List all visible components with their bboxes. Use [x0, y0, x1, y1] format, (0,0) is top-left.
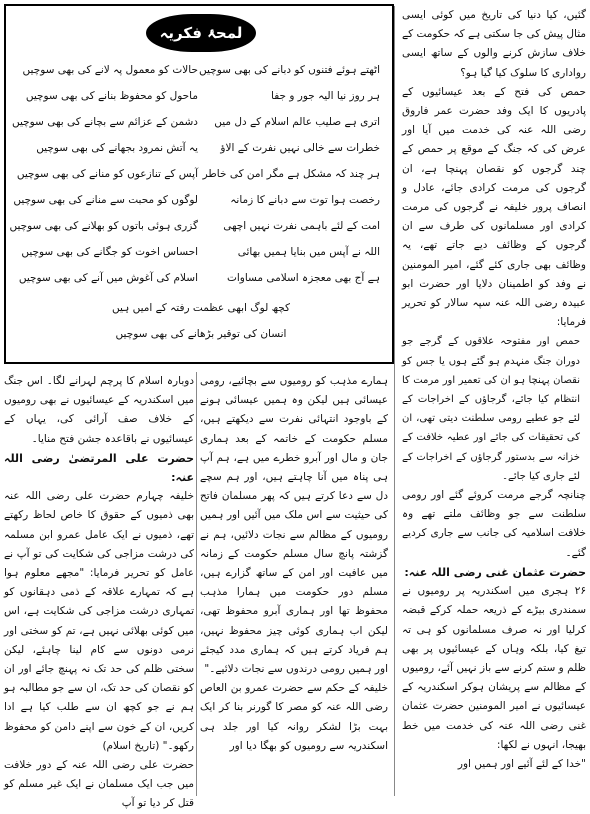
- right-column: [402, 6, 586, 774]
- poem-title: لمحۂ فکریہ: [146, 14, 256, 52]
- middle-column: [200, 372, 388, 756]
- paragraph: چنانچہ گرجے مرمت کروئے گئے اور رومی سلطنت سے جو وظائف ملتے تھے وہ خلافت اسلامیہ کی جانب سے جاری کردیے گئے۔: [402, 489, 586, 559]
- verse-left: دشمن کے عزائم سے بچانے کی بھی سوچیں: [11, 116, 198, 128]
- verse-left: لوگوں کو محبت سے منانے کی بھی سوچیں: [13, 194, 198, 206]
- verse-right: امت کے لئے باہمی نفرت نہیں اچھی: [223, 220, 380, 232]
- paragraph: ہمارے مذہب کو رومیوں سے بچائیے، رومی عیسائی ہیں لیکن وہ ہمیں عیسائی ہونے کے باوجود انتہائی نفرت سے دیکھتے ہیں، مسلم حکومت کے خاتمہ کے بعد ہماری جان و مال اور آبرو خطرے میں ہے، ہم آپ ہی پناہ میں آنا چاہتے ہیں، اور ہم سچے دل سے دعا کرتے ہیں کہ پھر مسلمان فاتح کی حیثیت سے اس ملک میں آئیں اور ہمیں رومیوں کے مظالم سے نجات دلائیں، ہم نے گزشتہ پانچ سال مسلم حکومت کے زمانہ میں عافیت اور امن کے ساتھ گزارے ہیں، مسلم دور حکومت میں ہمارا مذہب محفوظ تھا اور ہماری آبرو محفوظ تھی، لیکن اب ہماری کوئی چیز محفوظ نہیں، ہم فریاد کرتے ہیں کہ ہماری مدد کیجئے اور ہمیں رومی درندوں سے نجات دلائیے۔": [200, 375, 388, 676]
- paragraph: ۲۶ ہجری میں اسکندریہ پر رومیوں نے سمندری بیڑے کے ذریعہ حملہ کرکے قبضہ کرلیا اور نہ صرف مسلمانوں کو ہی تہ تیغ کیا، بلکہ وہاں کے عیسائیوں پر بھی ظلم و ستم کرنے سے باز نہیں آئے، رومیوں کے مظالم سے پریشان ہوکر اسکندریہ کے عیسائیوں نے امیر المومنین حضرت عثمان غنی رضی اللہ عنہ کی خدمت میں خط بھیجا، انہوں نے لکھا:: [402, 585, 586, 751]
- verse-right: اٹھتے ہوئے فتنوں کو دبانے کی بھی سوچیں: [199, 64, 380, 76]
- column-rule: [394, 6, 395, 796]
- poem-box: [4, 4, 394, 364]
- verse-right: خطرات سے خالی نہیں نفرت کے الاؤ: [220, 142, 380, 154]
- paragraph: گئیں، کیا دنیا کی تاریخ میں کوئی ایسی مثال پیش کی جا سکتی ہے کہ حکومت کے خلاف سازش کرنے والوں کے ساتھ ایسی رواداری کا سلوک کیا گیا ہو؟: [401, 9, 586, 79]
- verse-right: ہے آج بھی معجزہ اسلامی مساوات: [226, 272, 380, 284]
- paragraph: خلیفہ کے حکم سے حضرت عمرو بن العاص رضی اللہ عنہ کو مصر کا گورنر بنا کر ایک بہت بڑا لشکر روانہ کیا اور جلد ہی اسکندریہ سے رومیوں کو بھگا دیا اور: [200, 682, 388, 752]
- column-rule: [196, 372, 197, 796]
- verse-left: گزری ہوئی باتوں کو بھلانے کی بھی سوچیں: [9, 220, 198, 232]
- paragraph: حمص کی فتح کے بعد عیسائیوں کے پادریوں کا ایک وفد حضرت عمر فاروق رضی اللہ عنہ کی خدمت میں آیا اور عرض کی کہ جنگ کے موقع پر حمص کے چند گرجوں کو نقصان پہنچا ہے، ان گرجوں کی مرمت کرادی جائے، عادل و انصاف پرور خلیفہ نے گرجوں کی مرمت کرادی اور مسلمانوں کی طرف سے ان گرجوں کے وظائف دیے جاتے تھے، یہ وظائف بھی جاری کئے گئے، امیر المومنین نے وفد کو اطمینان دلایا اور حضرت ابو عبیدہ رضی اللہ عنہ سپہ سالار کو تحریر فرمایا:: [402, 85, 586, 329]
- verse-left: اسلام کی آغوش میں آنے کی بھی سوچیں: [18, 272, 198, 284]
- paragraph: "خدا کے لئے آئیے اور ہمیں اور: [457, 757, 586, 770]
- section-heading: حضرت عثمان غنی رضی اللہ عنہ:: [404, 565, 586, 579]
- verse-right: اتری ہے صلیب عالم اسلام کے دل میں: [214, 116, 380, 128]
- verse-right: ہر چند کہ مشکل ہے مگر امن کی خاطر: [202, 168, 380, 180]
- quote: حمص اور مفتوحہ علاقوں کے گرجے جو دوران جنگ منہدم ہو گئے ہوں یا جس کو نقصان پہنچا ہو ان کی تعمیر اور مرمت کا انتظام کیا جائے، گرجاؤں کے اخراجات کے لئے جو عطیے رومی سلطنت دیتی تھی، ان کی تحقیقات کی جائے اور عطیہ خلافت کے خزانہ سے بدستور گرجاؤں کے اخراجات کے لئے جاری کیا جائے۔: [402, 336, 580, 482]
- verse-left: ماحول کو محفوظ بنانے کی بھی سوچیں: [25, 90, 198, 102]
- paragraph: حضرت علی رضی اللہ عنہ کے دور خلافت میں جب ایک مسلمان نے ایک غیر مسلم کو قتل کر دیا تو آپ: [4, 759, 194, 810]
- section-heading: حضرت علی المرتضیٰ رضی اللہ عنہ:: [4, 451, 194, 485]
- verse-right: رخصت ہوا توت سے دبانے کا زمانہ: [230, 194, 380, 206]
- paragraph: دوبارہ اسلام کا پرچم لہرانے لگا۔ اس جنگ میں اسکندریہ کے عیسائیوں نے بھی رومیوں کے خلاف صف آرائی کی، یہاں کے عیسائیوں نے باقاعدہ جشن فتح منایا۔: [4, 375, 194, 445]
- verse-left: احساس اخوت کو جگانے کی بھی سوچیں: [21, 246, 198, 258]
- verse-left: یہ آتش نمرود بجھانے کی بھی سوچیں: [36, 142, 198, 154]
- verse-right: اللہ نے آپس میں بنایا ہمیں بھائی: [237, 246, 380, 258]
- verse-right: ہر روز نیا الیہ جور و جفا: [271, 90, 380, 102]
- paragraph: خلیفہ چہارم حضرت علی رضی اللہ عنہ بھی ذمیوں کے حقوق کا خاص لحاظ رکھتے تھے، ذمیوں نے ایک عامل عمرو ابن مسلمہ کی درشت مزاجی کی شکایت کی تو آپ نے عامل کو تحریر فرمایا: "مجھے معلوم ہوا ہے کہ تمہارے علاقہ کے ذمی دہقانوں کو تمہاری درشت مزاجی کی شکایت ہے، اس میں کوئی بھلائی نہیں ہے، تم کو سختی اور نرمی دونوں سے کام لینا چاہئے، لیکن سختی ظلم کی حد تک نہ پہنچ جائے اور ان کو نقصان کی حد تک، ان سے جو مطالبہ ہو ہم نے جو کچھ ان سے طلب کیا ہے ادا کریں، ان کے خون سے اپنے دامن کو محفوظ رکھو۔" (تاریخ اسلام): [4, 490, 194, 752]
- verse-left: حالات کو معمول پہ لانے کی بھی سوچیں: [22, 64, 198, 76]
- verse-left: آپس کے تنازعوں کو منانے کی بھی سوچیں: [16, 168, 198, 180]
- verse-center: کچھ لوگ ابھی عظمت رفتہ کے امیں ہیں: [111, 302, 291, 314]
- left-column: [4, 372, 194, 814]
- verse-center: انسان کی توقیر بڑھانے کی بھی سوچیں: [115, 328, 287, 340]
